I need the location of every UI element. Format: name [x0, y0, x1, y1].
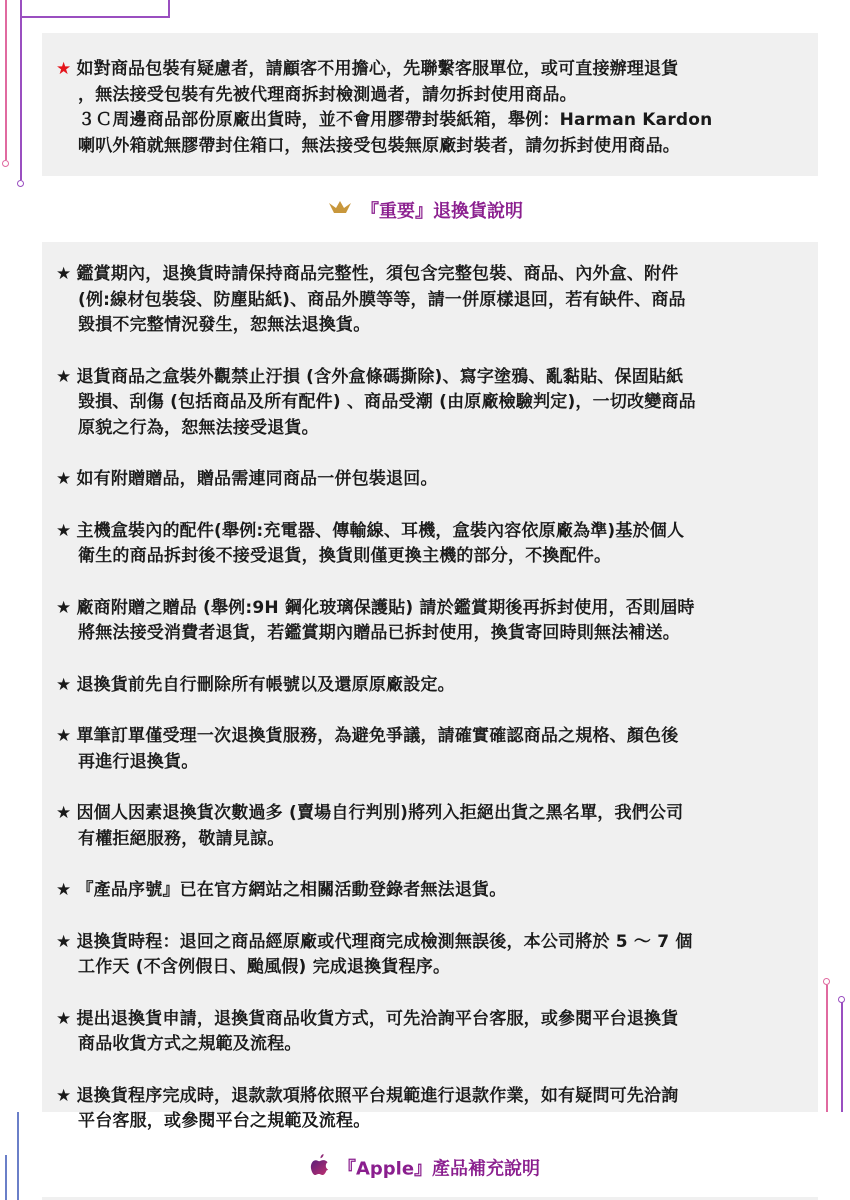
list-item-text: 退貨商品之盒裝外觀禁止汙損 (含外盒條碼撕除)、寫字塗鴉、亂黏貼、保固貼紙: [76, 366, 684, 387]
top-notice-box: [42, 33, 818, 176]
list-item-text: 如有附贈贈品，贈品需連同商品一併包裝退回。: [76, 469, 438, 489]
apple-section-title: [0, 1153, 850, 1182]
list-item-line: [56, 519, 804, 545]
list-item-line: 工作天 (不含例假日、颱風假) 完成退換貨程序。: [78, 957, 451, 977]
deco-dot-top-left-1: [2, 160, 9, 167]
top-notice-line-2: ，無法接受包裝有先被代理商拆封檢測過者，請勿拆封使用商品。: [78, 84, 577, 105]
important-section-title-text: 『重要』退換貨說明: [361, 201, 523, 222]
deco-dot-right-1: [823, 978, 830, 985]
top-notice: [56, 57, 804, 159]
star-icon: ★: [56, 1008, 72, 1029]
list-item-text: 退換貨前先自行刪除所有帳號以及還原原廠設定。: [76, 674, 455, 695]
list-item-line: 有權拒絕服務，敬請見諒。: [78, 828, 285, 849]
important-items-list: [56, 262, 804, 1135]
list-item-line: [56, 878, 804, 904]
list-item: [56, 519, 804, 570]
top-notice-text-1: 如對商品包裝有疑慮者，請顧客不用擔心，先聯繫客服單位，或可直接辦理退貨: [76, 59, 679, 79]
list-item-line: [56, 724, 804, 750]
deco-line-right-pink: [826, 985, 828, 1112]
list-item-line: 商品收貨方式之規範及流程。: [78, 1034, 302, 1054]
list-item-line: [56, 467, 804, 493]
list-item-text: 廠商附贈之贈品 (舉例:9H 鋼化玻璃保護貼) 請於鑑賞期後再拆封使用，否則屆時: [76, 597, 695, 618]
list-item-line: [56, 365, 804, 391]
list-item-text: 鑑賞期內，退換貨時請保持商品完整性，須包含完整包裝、商品、內外盒、附件: [76, 264, 679, 284]
star-icon: ★: [56, 726, 72, 746]
list-item-line: 平台客服，或參閱平台之規範及流程。: [78, 1111, 371, 1131]
top-notice-line-1: [56, 57, 804, 83]
list-item: [56, 1084, 804, 1135]
list-item: [56, 673, 804, 699]
list-item: [56, 365, 804, 442]
star-icon: ★: [56, 803, 72, 823]
apple-section-title-text: 『Apple』產品補充說明: [337, 1158, 541, 1180]
star-icon: ★: [56, 469, 72, 489]
list-item-line: [56, 1084, 804, 1110]
list-item-line: 原貌之行為，恕無法接受退貨。: [78, 417, 319, 438]
apple-logo-icon: [310, 1153, 330, 1182]
list-item: [56, 467, 804, 493]
list-item-line: [56, 262, 804, 288]
list-item-line: [56, 801, 804, 827]
red-star-icon: ★: [56, 59, 72, 79]
list-item-line: [56, 1007, 804, 1033]
list-item: [56, 878, 804, 904]
important-items-box: [42, 242, 818, 1131]
list-item-text: 主機盒裝內的配件(舉例:充電器、傳輸線、耳機，盒裝內容依原廠為準)基於個人: [76, 520, 685, 541]
deco-line-top-left-pink: [5, 0, 7, 160]
list-item-line: 毀損、刮傷 (包括商品及所有配件) 、商品受潮 (由原廠檢驗判定)，一切改變商品: [78, 392, 696, 412]
star-icon: ★: [56, 520, 72, 541]
top-notice-line-4: 喇叭外箱就無膠帶封住箱口，無法接受包裝無原廠封裝者，請勿拆封使用商品。: [78, 135, 680, 156]
star-icon: ★: [56, 931, 72, 952]
deco-line-top-horizontal: [20, 16, 170, 18]
list-item: [56, 801, 804, 852]
list-item: [56, 1007, 804, 1058]
list-item-text: 『產品序號』已在官方網站之相關活動登錄者無法退貨。: [76, 880, 507, 900]
star-icon: ★: [56, 880, 72, 900]
deco-dot-right-2: [838, 996, 845, 1003]
list-item-text: 單筆訂單僅受理一次退換貨服務，為避免爭議，請確實確認商品之規格、顏色後: [76, 726, 679, 746]
deco-line-top-vertical-short: [168, 0, 170, 18]
star-icon: ★: [56, 674, 72, 695]
deco-line-top-left-purple: [20, 0, 22, 180]
list-item-line: [56, 673, 804, 699]
list-item-text: 因個人因素退換貨次數過多 (賣場自行判別)將列入拒絕出貨之黑名單，我們公司: [76, 803, 684, 823]
list-item: [56, 596, 804, 647]
list-item: [56, 930, 804, 981]
list-item-text: 退換貨程序完成時，退款款項將依照平台規範進行退款作業，如有疑問可先洽詢: [76, 1085, 679, 1106]
list-item-line: 再進行退換貨。: [78, 751, 199, 772]
list-item-line: 毀損不完整情況發生，恕無法退換貨。: [78, 315, 371, 335]
list-item-line: [56, 596, 804, 622]
top-notice-line-3: ３Ｃ周邊商品部份原廠出貨時，並不會用膠帶封裝紙箱，舉例：Harman Kardon: [78, 110, 713, 130]
crown-icon: [327, 199, 353, 222]
list-item: [56, 724, 804, 775]
list-item-text: 提出退換貨申請，退換貨商品收貨方式，可先洽詢平台客服，或參閱平台退換貨: [76, 1008, 679, 1029]
star-icon: ★: [56, 264, 72, 284]
list-item-line: 衛生的商品拆封後不接受退貨，換貨則僅更換主機的部分，不換配件。: [78, 546, 612, 566]
list-item-line: [56, 930, 804, 956]
list-item-line: (例:線材包裝袋、防塵貼紙)、商品外膜等等，請一併原樣退回，若有缺件、商品: [78, 289, 686, 310]
star-icon: ★: [56, 1085, 72, 1106]
list-item-text: 退換貨時程：退回之商品經原廠或代理商完成檢測無誤後，本公司將於 5 ～ 7 個: [76, 931, 693, 952]
list-item-line: 將無法接受消費者退貨，若鑑賞期內贈品已拆封使用，換貨寄回時則無法補送。: [78, 623, 680, 643]
star-icon: ★: [56, 597, 72, 618]
list-item: [56, 262, 804, 339]
deco-line-right-purple: [841, 1002, 843, 1112]
deco-dot-top-left-2: [17, 180, 24, 187]
important-section-title: [0, 197, 850, 223]
star-icon: ★: [56, 366, 72, 387]
